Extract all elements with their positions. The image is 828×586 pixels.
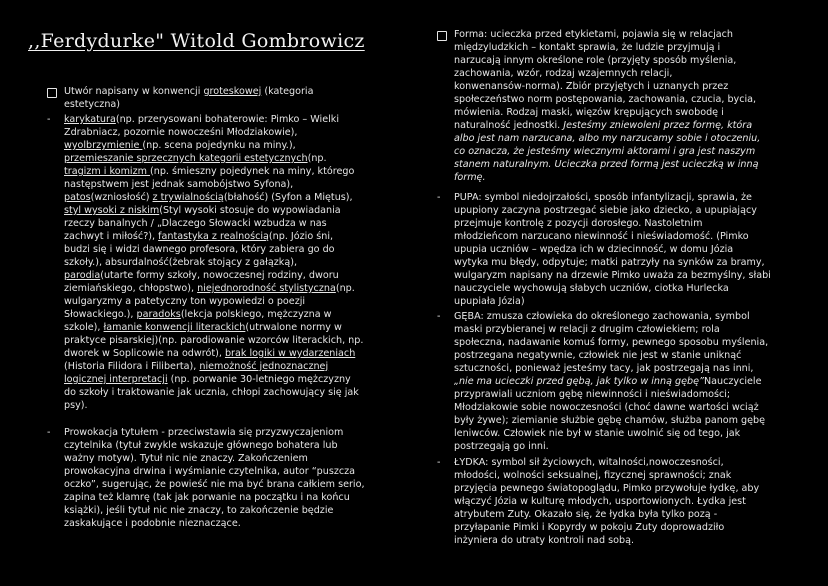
text-line: Słowackiego.), paradoks(lekcja polskiego, mężczyzna w — [64, 309, 332, 320]
text-line: styl wysoki z niskim(Styl wysoki stosuje do wypowiadania — [64, 205, 341, 216]
text-line: młodzieńcom narzucano niewinność i nieświadomość. (Pimko — [454, 231, 749, 242]
text-line: oczko”, sugerując, że powieść nie ma być brana całkiem serio, — [64, 479, 365, 490]
text-line: prowokacyjna drwina i wyśmianie czytelnika, autor “puszcza — [64, 466, 356, 477]
text-line: parodia(utarte formy szkoły, nowoczesnej rodziny, dworu — [64, 270, 339, 281]
text-line: (Historia Filidora i Filiberta), niemożność jednoznacznej — [64, 361, 329, 372]
text-line: mówienia. Rodzaj maski, więzów krępujących swobodę i — [454, 107, 724, 118]
text-line: budzi się i widzi dawnego profesora, który zabiera go do — [64, 244, 335, 255]
text-line: czytelnika (tytuł zwykle wskazuje głównego bohatera lub — [64, 440, 338, 451]
text-line: atrybutem Zuty. Okazało się, że łydka była tylko pozą - — [454, 509, 718, 520]
text-line: szkole), łamanie konwencji literackich(utrwalone normy w — [64, 322, 342, 333]
text-line: co oznacza, że jesteśmy wiecznymi aktorami i gra jest naszym — [454, 146, 756, 157]
text-line: upupiała Józia) — [454, 296, 525, 307]
text-line: szkoły.), absurdalność(żebrak stojący z gałązką), — [64, 257, 298, 268]
text-line: przemieszanie sprzecznych kategorii estetycznych(np. — [64, 153, 327, 164]
text-line: włączyć Józia w kulturę młodych, usportowionych. Łydka jest — [454, 496, 746, 507]
text-line: społeczeństwo norm postępowania, zachowania, czucia, bycia, — [454, 94, 757, 105]
text-line: zachwyt i miłość?), fantastyka z realnością(np. Józio śni, — [64, 231, 334, 242]
text-line: przyjęcia pewnego światopoglądu, Pimko przywołuje łydkę, aby — [454, 483, 760, 494]
text-line: przyłapanie Pimki i Kopyrdy w pokoju Zuty doprowadziło — [454, 522, 725, 533]
text-line: maski przybieranej w relacji z drugim człowiekiem; rola — [454, 324, 720, 335]
text-line: formę. — [454, 172, 486, 183]
text-line: ŁYDKA: symbol sił życiowych, witalności,nowoczesności, — [454, 457, 724, 468]
text-line: naturalność jednostki. Jesteśmy zniewoleni przez formę, która — [454, 120, 753, 131]
text-line: GĘBA: zmusza człowieka do określonego zachowania, symbol — [454, 311, 750, 322]
page-title: ,,Ferdydurke" Witold Gombrowicz — [28, 30, 365, 52]
dash-bullet-icon: - — [437, 192, 441, 203]
text-line: leniwców. Człowiek nie był w stanie uwolnić się od tego, jak — [454, 428, 741, 439]
text-line: zaskakujące i podobnie nieznaczące. — [64, 518, 241, 529]
text-line: postrzegają go inni. — [454, 441, 549, 452]
text-line: wulgaryzm napisany na drzewie Pimko uważa za bezmyślny, słabi — [454, 270, 771, 281]
text-line: logicznej interpretacji (np. porwanie 30-letniego mężczyzny — [64, 374, 351, 385]
text-line: postrzegana negatywnie, człowiek nie jest w stanie uniknąć — [454, 350, 742, 361]
text-line: patos(wzniosłość) z trywialnością(błahość) (Syfon a Miętus), — [64, 192, 353, 203]
text-line: młodości, wolności seksualnej, fizycznej sprawności; znak — [454, 470, 732, 481]
text-line: PUPA: symbol niedojrzałości, sposób infantylizacji, sprawia, że — [454, 192, 752, 203]
text-line: albo jest nam narzucana, albo my narzucamy sobie i otoczeniu, — [454, 133, 761, 144]
text-line: sztuczności, ponieważ jesteśmy tacy, jak postrzegają nas inni, — [454, 363, 754, 374]
text-line: międzyludzkich – kontakt sprawia, że ludzie przyjmują i — [454, 42, 721, 53]
text-line: następstwem jest jednak samobójstwo Syfona), — [64, 179, 294, 190]
text-line: narzucają innym określone role (przyjęty sposób myślenia, — [454, 55, 737, 66]
text-line: do szkoły i traktowanie jak ucznia, chłopi zachowujący się jak — [64, 387, 359, 398]
checkbox-icon[interactable] — [437, 31, 447, 41]
dash-bullet-icon: - — [47, 114, 51, 125]
text-line: były żywe); ziemianie służbie gębę chamów, służba panom gębę — [454, 415, 766, 426]
text-line: Forma: ucieczka przed etykietami, pojawia się w relacjach — [454, 29, 734, 40]
text-line: Prowokacja tytułem - przeciwstawia się przyzwyczajeniom — [64, 427, 344, 438]
text-line: przejmuje kontrolę z pozycji dorosłego. Nastoletnim — [454, 218, 703, 229]
text-line: nauczyciele wychowują słabych uczniów, ciotka Hurlecka — [454, 283, 729, 294]
text-line: psy). — [64, 400, 88, 411]
text-line: ważny motyw). Tytuł nic nie znaczy. Zakończeniem — [64, 453, 308, 464]
text-line: rzeczy banalnych / „Dlaczego Słowacki wzbudza w nas — [64, 218, 327, 229]
text-line: upupia uczniów – wpędza ich w dziecinność, w domu Józia — [454, 244, 734, 255]
text-line: książki), jeśli tytuł nic nie znaczy, to zakończenie będzie — [64, 505, 334, 516]
text-line: ziemiańskiego, chłopstwo), niejednorodność stylistyczna(np. — [64, 283, 355, 294]
dash-bullet-icon: - — [437, 457, 441, 468]
checkbox-icon[interactable] — [47, 88, 57, 98]
text-line: praktyce pisarskiej)(np. parodiowanie wzorców literackich, np. — [64, 335, 364, 346]
text-line: przyprawiali uczniom gębę niewinności i nieświadomości; — [454, 389, 731, 400]
list-item-cont: estetyczna) — [64, 99, 121, 110]
text-line: dworek w Soplicowie na odwrót), brak logiki w wydarzeniach — [64, 348, 356, 359]
list-item: Utwór napisany w konwencji groteskowej (kategoria — [64, 86, 314, 97]
text-line: karykatura(np. przerysowani bohaterowie: Pimko – Wielki — [64, 114, 339, 125]
text-line: zachowania, wzór, rodzaj wzajemnych relacji, — [454, 68, 673, 79]
text-line: wulgaryzmy a patetyczny ton wypowiedzi o poezji — [64, 296, 306, 307]
text-line: upupiony zaczyna postrzegać siebie jako dziecko, a upupiający — [454, 205, 757, 216]
text-line: społeczna, nadawanie komuś formy, pewnego sposobu myślenia, — [454, 337, 769, 348]
text-line: zapina też klamrę (tak jak porwanie na początku i na końcu — [64, 492, 350, 503]
text-line: tragizm i komizm (np. śmieszny pojedynek na miny, którego — [64, 166, 355, 177]
dash-bullet-icon: - — [437, 311, 441, 322]
dash-bullet-icon: - — [47, 427, 51, 438]
text-line: wyolbrzymienie (np. scena pojedynku na miny.), — [64, 140, 296, 151]
text-line: stanem naturalnym. Ucieczka przed formą jest ucieczką w inną — [454, 159, 759, 170]
text-line: konwenansów-norma). Zbiór przyjętych i uznanych przez — [454, 81, 729, 92]
text-line: Zdrabniacz, pozornie nowocześni Młodziakowie), — [64, 127, 298, 138]
text-line: inżyniera do utraty kontroli nad sobą. — [454, 535, 635, 546]
text-line: „nie ma ucieczki przed gębą, jak tylko w inną gębę”Nauczyciele — [454, 376, 762, 387]
text-line: Młodziakowie sobie nowoczesności (choć dawne wartości wciąż — [454, 402, 759, 413]
text-line: wytyka mu błędy, odpytuje; matki patrzyły na synków za bramy, — [454, 257, 765, 268]
